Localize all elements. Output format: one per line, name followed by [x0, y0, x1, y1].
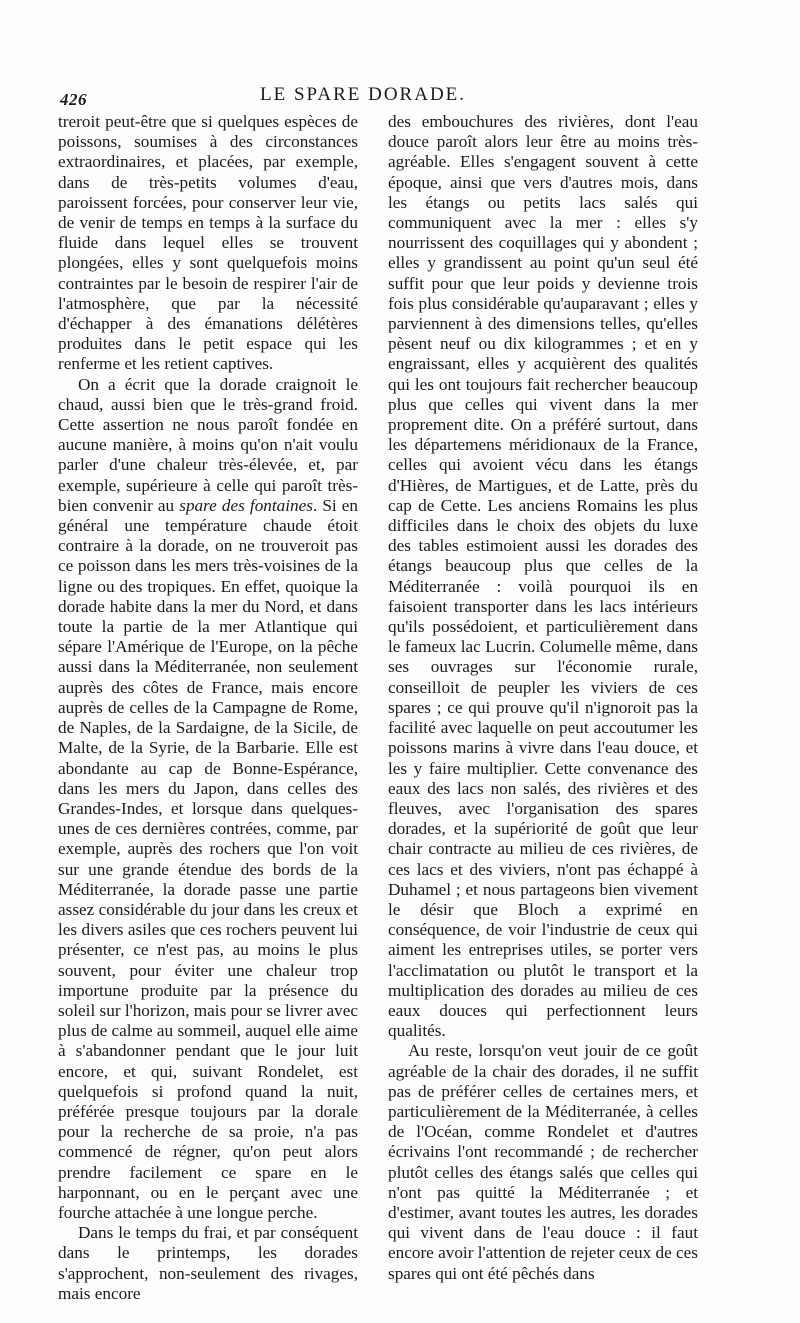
running-title: LE SPARE DORADE.: [260, 84, 467, 105]
paragraph: des embouchures des rivières, dont l'eau douce paroît alors leur être au moins très-agréable. Elles s'engagent souvent à cette époque, ainsi que vers d'autres mois, dans les étangs ou petits lacs salés qui communiquent avec la mer : elles s'y nourrissent des coquillages qui y abondent ; elles y grandissent au point qu'un seul été suffit pour que leur poids y devienne trois fois plus considérable qu'auparavant ; elles y parviennent à des dimensions telles, qu'elles pèsent neuf ou dix kilogrammes ; et en y engraissant, elles y acquièrent des qualités qui les ont toujours fait rechercher beaucoup plus que celles qui vivent dans la mer proprement dite. On a préféré surtout, dans les départemens méridionaux de la France, celles qui avoient vécu dans les étangs d'Hières, de Martigues, et de Latte, près du cap de Cette. Les anciens Romains les plus difficiles dans le choix des objets du luxe des tables estimoient aussi les dorades des étangs beaucoup plus que celles de la Méditerranée : voilà pourquoi ils en faisoient transporter dans les lacs intérieurs qu'ils possédoient, et particulièrement dans le fameux lac Lucrin. Columelle même, dans ses ouvrages sur l'économie rurale, conseilloit de peupler les viviers de ces spares ; ce qui prouve qu'il n'ignoroit pas la facilité avec laquelle on peut accoutumer les poissons marins à vivre dans l'eau douce, et les y faire multiplier. Cette convenance des eaux des lacs non salés, des rivières et des fleuves, avec l'organisation des spares dorades, et la supériorité de goût que leur chair contracte au milieu de ces rivières, de ces lacs et des viviers, n'ont pas échappé à Duhamel ; et nous partageons bien vivement le désir que Bloch a exprimé en conséquence, de voir l'industrie de ceux qui aiment les entreprises utiles, se porter vers l'acclimatation ou plutôt le transport et la multiplication des dorades au milieu de ces eaux douces qui perfectionnent leurs qualités.: [388, 112, 698, 1041]
paragraph: [58, 375, 358, 1224]
paragraph-text: . Si en général une température chaude étoit contraire à la dorade, on ne trouveroit pas ce poisson dans les mers très-voisines de la ligne ou des tropiques. En effet, quoique la dorade habite dans la mer du Nord, et dans toute la partie de la mer Atlantique qui sépare l'Amérique de l'Europe, on la pêche aussi dans la Méditerranée, non seulement auprès des côtes de France, mais encore auprès de celles de la Campagne de Rome, de Naples, de la Sardaigne, de la Sicile, de Malte, de la Syrie, de la Barbarie. Elle est abondante au cap de Bonne-Espérance, dans les mers du Japon, dans celles des Grandes-Indes, et lorsque dans quelques-unes de ces dernières contrées, comme, par exemple, auprès des rochers que l'on voit sur une grande étendue des bords de la Méditerranée, la dorade passe une partie assez considérable du jour dans les creux et les divers asiles que ces rochers peuvent lui présenter, ce n'est pas, au moins le plus souvent, pour éviter une chaleur trop importune produite par la présence du soleil sur l'horizon, mais pour se livrer avec plus de calme au sommeil, auquel elle aime à s'abandonner pendant que le jour luit encore, et qui, suivant Rondelet, est quelquefois si profond quand la nuit, préférée presque toujours par la dorale pour la recherche de sa proie, n'a pas commencé de régner, qu'on peut alors prendre facilement ce spare en le harponnant, ou en le perçant avec une fourche attachée à une longue perche.: [58, 495, 358, 1222]
page-header: [60, 84, 760, 114]
left-column: [58, 112, 358, 1304]
right-column: [388, 112, 698, 1284]
paragraph: Dans le temps du frai, et par conséquent dans le printemps, les dorades s'approchent, non-seulement des rivages, mais encore: [58, 1223, 358, 1303]
italic-term: spare des fontaines: [179, 495, 313, 515]
page-number: 426: [60, 90, 87, 109]
paragraph-text: On a écrit que la dorade craignoit le chaud, aussi bien que le très-grand froid. Cette assertion ne nous paroît fondée en aucune manière, à moins qu'on n'ait voulu parler d'une chaleur très-élevée, et, par exemple, supérieure à celle qui paroît très-bien convenir au: [58, 374, 358, 515]
paragraph: treroit peut-être que si quelques espèces de poissons, soumises à des circonstances extraordinaires, et placées, par exemple, dans de très-petits volumes d'eau, paroissent forcées, pour conserver leur vie, de venir de temps en temps à la surface du fluide dans lequel elles se trouvent plongées, elles y sont quelquefois moins contraintes par le besoin de respirer l'air de l'atmosphère, que par la nécessité d'échapper à des émanations délétères produites dans le petit espace qui les renferme et les retient captives.: [58, 112, 358, 374]
paragraph: Au reste, lorsqu'on veut jouir de ce goût agréable de la chair des dorades, il ne suffit pas de préférer celles de certaines mers, et particulièrement de la Méditerranée, à celles de l'Océan, comme Rondelet et d'autres écrivains l'ont recommandé ; de rechercher plutôt celles des étangs salés que celles qui n'ont pas quitté la Méditerranée ; et d'estimer, avant toutes les autres, les dorades qui vivent dans de l'eau douce : il faut encore avoir l'attention de rejeter ceux de ces spares qui ont été pêchés dans: [388, 1041, 698, 1283]
